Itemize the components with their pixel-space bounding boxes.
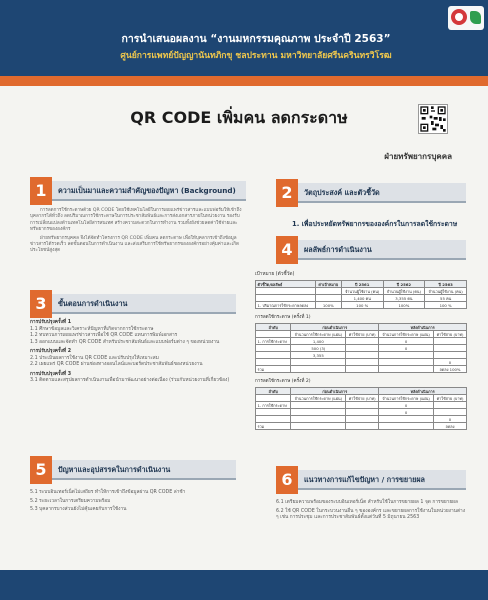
table-cell: ค่าใช้จ่าย (บาท): [434, 331, 467, 338]
sub-table-1-label: การลดใช้กระดาษ (ครั้งที่ 1): [255, 315, 311, 320]
section-5-title: ปัญหาและอุปสรรคในการดำเนินงาน: [58, 465, 171, 474]
table-row: [256, 388, 467, 395]
table-cell: [256, 395, 291, 402]
table-header-cell: ก่อนดำเนินการ: [291, 324, 379, 331]
section-1-header: [30, 181, 246, 201]
sub-table-2-label: การลดใช้กระดาษ (ครั้งที่ 2): [255, 379, 311, 384]
table-header-cell: ค่าเป้าหมาย: [315, 281, 341, 288]
table-cell: [346, 366, 379, 373]
table-cell: จำนวนผู้ใช้งาน (คน): [425, 288, 467, 295]
table-cell: 0: [434, 359, 467, 366]
section-2-title: วัตถุประสงค์ และตัวชี้วัด: [304, 188, 380, 197]
table-cell: [346, 359, 379, 366]
table-row: [256, 352, 467, 359]
qr-code-graphic: [419, 105, 447, 133]
section-3-header: [30, 294, 236, 314]
table-cell: [346, 409, 379, 416]
table-cell: ค่าใช้จ่าย (บาท): [346, 331, 379, 338]
step-item: 1.1 ศึกษาข้อมูลและวิเคราะห์ปัญหาที่เกิดจากการใช้กระดาษ: [30, 326, 154, 332]
table-cell: ลดลง: [434, 423, 467, 430]
table-cell: 3,355 คน: [383, 295, 425, 302]
table-cell: จำนวนการใช้กระดาษ (แผ่น): [379, 395, 434, 402]
table-row: [256, 402, 467, 409]
table-cell: 0: [434, 416, 467, 423]
qr-code-icon: [418, 104, 448, 134]
section-6-number: 6: [276, 466, 298, 494]
table-cell: [315, 288, 341, 295]
table-cell: [379, 366, 434, 373]
table-row: [256, 302, 467, 309]
section-6-header: [276, 470, 466, 490]
table-cell: [291, 402, 346, 409]
event-title: การนำเสนอผลงาน “งานมหกรรมคุณภาพ ประจำปี 2563”: [121, 33, 391, 45]
table-cell: [256, 345, 291, 352]
results-area: [255, 270, 467, 430]
table-cell: 500 (3): [291, 345, 346, 352]
table-row: [256, 281, 467, 288]
table-cell: 0: [379, 402, 434, 409]
author-department: ฝ่ายทรัพยากรบุคคล: [384, 152, 452, 161]
section-6-list: [276, 500, 466, 522]
poster-title: QR CODE เพิ่มคน ลดกระดาษ: [130, 108, 348, 127]
table-cell: [379, 359, 434, 366]
step-item: 2.2 เผยแพร่ QR CODE ผ่านช่องทางออนไลน์และบอร์ดประชาสัมพันธ์ของหน่วยงาน: [30, 362, 203, 367]
step-group-title: การปรับปรุงครั้งที่ 1: [30, 320, 72, 325]
table-cell: 100%: [383, 302, 425, 309]
table-cell: 1. การใช้กระดาษ: [256, 402, 291, 409]
table-header-cell: ก่อนดำเนินการ: [291, 388, 379, 395]
section-1-paragraph: การลดการใช้กระดาษด้วย QR CODE โดยใช้เทคโนโลยีในการเผยแพร่ข่าวสารและแบบฟอร์มให้เข้าถึงบุคลากรได้ทั่วถึง ลดปริมาณการใช้กระดาษในการประชาสัมพันธ์และการส่งเอกสารภายในหน่วยงาน รองรับการเปลี่ยนแปลงด้านเทคโนโลยีสารสนเทศ สร้างความสะดวกในการทำงาน รวมทั้งยังช่วยลดค่าใช้จ่ายและทรัพยากรขององค์กร: [30, 208, 242, 233]
table-cell: [346, 352, 379, 359]
table-cell: [346, 338, 379, 345]
table-cell: 1,400 คน: [341, 295, 383, 302]
table-cell: ค่าใช้จ่าย (บาท): [434, 395, 467, 402]
table-row: [256, 395, 467, 402]
table-cell: 55 คน: [425, 295, 467, 302]
table-cell: [315, 295, 341, 302]
table-cell: [256, 352, 291, 359]
table-header-cell: ลำดับ: [256, 388, 291, 395]
logo-green-mark: [470, 11, 481, 24]
table-cell: 1. การใช้กระดาษ: [256, 338, 291, 345]
section-1-title: ความเป็นมาและความสำคัญของปัญหา (Background): [58, 186, 236, 195]
table-cell: จำนวนการใช้กระดาษ (แผ่น): [291, 331, 346, 338]
section-1-number: 1: [30, 177, 52, 205]
problem-item: 5.3 บุคลากรบางส่วนยังไม่คุ้นเคยกับการใช้งาน: [30, 507, 127, 512]
solution-item: 6.1 เตรียมความพร้อมของระบบอินเทอร์เน็ต สำหรับใช้ในการขยายผล 1 จุด การขยายผล: [276, 500, 458, 505]
step-group-title: การปรับปรุงครั้งที่ 2: [30, 349, 72, 354]
sub-table-1: [255, 323, 467, 373]
table-cell: 0: [379, 409, 434, 416]
table-row: [256, 288, 467, 295]
table-cell: [434, 402, 467, 409]
section-3-title: ขั้นตอนการดำเนินงาน: [58, 299, 128, 308]
table-row: [256, 295, 467, 302]
table-cell: จำนวนผู้ใช้งาน (คน): [383, 288, 425, 295]
step-item: 1.2 ทบทวนการเผยแพร่ข่าวสารเพื่อใช้ QR CODE แทนการพิมพ์เอกสาร: [30, 333, 178, 338]
table-cell: [291, 416, 346, 423]
table-header-cell: ปี 2562: [383, 281, 425, 288]
objective-text: 1. เพื่อประหยัดทรัพยากรขององค์กรในการลดใช้กระดาษ: [292, 220, 458, 228]
table-cell: [256, 295, 316, 302]
section-1-body: [30, 208, 244, 255]
table-header-cell: ปี 2563: [425, 281, 467, 288]
solution-item: 6.2 ใช้ QR CODE ในกระบวนงานอื่น ๆ ขององค์กร และขยายผลการใช้งานในหน่วยงานต่าง ๆ เช่น การประชุม และการประชาสัมพันธ์ตั้งแต่วันที่ 5 มิถุนายน 2563: [276, 508, 466, 520]
table-header-cell: ปี 2561: [341, 281, 383, 288]
table-row: [256, 331, 467, 338]
header-banner: [0, 0, 488, 76]
table-cell: [379, 423, 434, 430]
logo-red-mark: [451, 9, 467, 25]
table-cell: จำนวนผู้ใช้งาน (คน): [341, 288, 383, 295]
table-row: [256, 359, 467, 366]
table-header-cell: ลำดับ: [256, 324, 291, 331]
organization-name: ศูนย์การแพทย์ปัญญานันทภิกขุ ชลประทาน มหาวิทยาลัยศรีนครินทรวิโรฒ: [120, 51, 392, 61]
section-4-header: [276, 240, 466, 260]
table-row: [256, 423, 467, 430]
table-cell: [256, 409, 291, 416]
section-5-list: [30, 490, 242, 514]
table-row: [256, 416, 467, 423]
table-row: [256, 366, 467, 373]
table-cell: [256, 288, 316, 295]
table-cell: [379, 416, 434, 423]
section-3-steps: [30, 317, 242, 385]
section-6-title: แนวทางการแก้ไขปัญหา / การขยายผล: [304, 475, 425, 484]
table-cell: [434, 352, 467, 359]
table-cell: ค่าใช้จ่าย (บาท): [346, 395, 379, 402]
table-row: [256, 324, 467, 331]
table-cell: 100 %: [425, 302, 467, 309]
table-cell: [434, 409, 467, 416]
table-header-cell: หลังดำเนินการ: [379, 388, 467, 395]
table-cell: รวม: [256, 423, 291, 430]
table-cell: [346, 423, 379, 430]
table-row: [256, 345, 467, 352]
table-cell: 1,400: [291, 338, 346, 345]
table-cell: [256, 416, 291, 423]
table-cell: 1. ปริมาณการใช้กระดาษลดลง: [256, 302, 316, 309]
results-table: [255, 280, 467, 309]
section-4-number: 4: [276, 236, 298, 264]
table-cell: 0: [379, 345, 434, 352]
table-cell: [379, 352, 434, 359]
table-cell: [291, 409, 346, 416]
table-header-cell: หลังดำเนินการ: [379, 324, 467, 331]
section-2-header: [276, 183, 466, 203]
step-item: 2.1 ประเมินผลการใช้งาน QR CODE และปรับปรุงให้เหมาะสม: [30, 355, 159, 361]
table-row: [256, 409, 467, 416]
table-cell: [291, 359, 346, 366]
step-item: 3.1 ติดตามและสรุปผลการดำเนินงานเพื่อนำมาพัฒนาอย่างต่อเนื่อง (ร่วมกับหน่วยงานที่เกี่ยวข้อง): [30, 378, 230, 383]
table-cell: [256, 359, 291, 366]
problem-item: 5.1 ระบบอินเทอร์เน็ตไม่เสถียร ทำให้การเข้าถึงข้อมูลผ่าน QR CODE ล่าช้า: [30, 490, 186, 495]
table-cell: จำนวนการใช้กระดาษ (แผ่น): [291, 395, 346, 402]
table-cell: รวม: [256, 366, 291, 373]
section-5-header: [30, 460, 236, 480]
target-label: เป้าหมาย (ตัวชี้วัด): [255, 272, 295, 277]
table-header-cell: ตัวชี้วัด/ผลลัพธ์: [256, 281, 316, 288]
table-cell: [434, 345, 467, 352]
header-accent-stripe: [0, 76, 488, 86]
table-cell: [346, 416, 379, 423]
hospital-logo-icon: [448, 6, 484, 30]
section-2-number: 2: [276, 179, 298, 207]
section-4-title: ผลลัพธ์การดำเนินงาน: [304, 245, 372, 254]
table-cell: [346, 402, 379, 409]
table-cell: 0: [379, 338, 434, 345]
sub-table-2: [255, 387, 467, 430]
section-1-paragraph: ฝ่ายทรัพยากรบุคคล จึงได้จัดทำโครงการ QR CODE เพิ่มคน ลดกระดาษ เพื่อให้บุคลากรเข้าถึงข้อมูลข่าวสารได้รวดเร็ว ลดขั้นตอนในการดำเนินงาน และส่งเสริมการใช้ทรัพยากรขององค์กรอย่างคุ้มค่าและเกิดประโยชน์สูงสุด: [30, 235, 240, 254]
table-row: [256, 338, 467, 345]
table-cell: จำนวนการใช้กระดาษ (แผ่น): [379, 331, 434, 338]
table-cell: [291, 423, 346, 430]
table-cell: ลดลง 100%: [434, 366, 467, 373]
step-group-title: การปรับปรุงครั้งที่ 3: [30, 371, 72, 377]
table-cell: 100%: [315, 302, 341, 309]
table-cell: [346, 345, 379, 352]
section-3-number: 3: [30, 290, 52, 318]
footer-band: [0, 570, 488, 600]
section-5-number: 5: [30, 456, 52, 484]
table-cell: 100 %: [341, 302, 383, 309]
table-cell: [291, 366, 346, 373]
table-cell: [434, 338, 467, 345]
step-item: 1.3 ออกแบบและจัดทำ QR CODE สำหรับประชาสัมพันธ์และแบบฟอร์มต่าง ๆ ของหน่วยงาน: [30, 339, 220, 345]
table-cell: [256, 331, 291, 338]
table-cell: 3,355: [291, 352, 346, 359]
problem-item: 5.2 ระยะเวลาในการเตรียมความพร้อม: [30, 498, 111, 504]
